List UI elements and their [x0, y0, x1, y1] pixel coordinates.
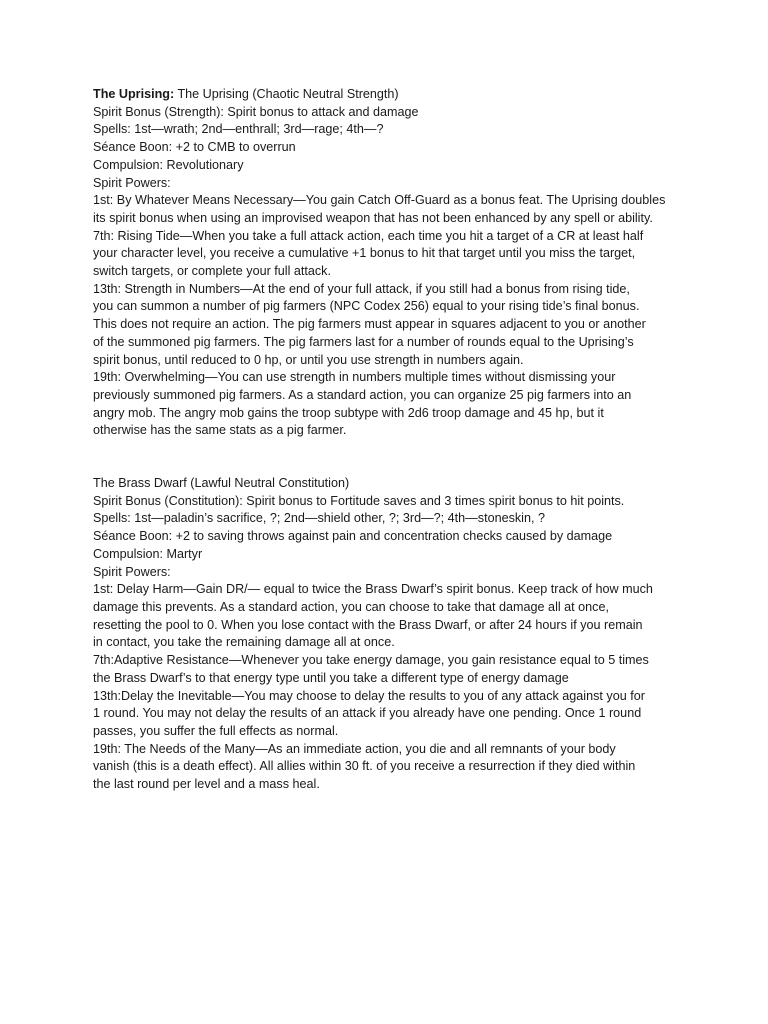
text-line: its spirit bonus when using an improvised weapon that has not been enhanced by any spell or ability.: [93, 210, 653, 225]
text-line: in contact, you take the remaining damage all at once.: [93, 635, 395, 650]
brass-dwarf-spells: Spells: 1st—paladin’s sacrifice, ?; 2nd—shield other, ?; 3rd—?; 4th—stoneskin, ?: [93, 511, 545, 526]
text-line: 19th: The Needs of the Many—As an immediate action, you die and all remnants of your body: [93, 741, 616, 756]
text-line: previously summoned pig farmers. As a standard action, you can organize 25 pig farmers into an: [93, 387, 632, 402]
brass-dwarf-compulsion: Compulsion: Martyr: [93, 546, 203, 561]
uprising-power-19th: [93, 369, 678, 440]
text-line: your character level, you receive a cumulative +1 bonus to hit that target until you miss the target,: [93, 246, 636, 261]
text-line: 1st: By Whatever Means Necessary—You gain Catch Off-Guard as a bonus feat. The Uprising doubles: [93, 193, 666, 208]
uprising-seance-boon: Séance Boon: +2 to CMB to overrun: [93, 140, 296, 155]
section-uprising: [93, 86, 678, 440]
text-line: otherwise has the same stats as a pig farmer.: [93, 423, 347, 438]
uprising-power-1st: [93, 192, 678, 227]
text-line: 13th: Strength in Numbers—At the end of your full attack, if you still had a bonus from rising tide,: [93, 281, 630, 296]
text-line: angry mob. The angry mob gains the troop subtype with 2d6 troop damage and 45 hp, but it: [93, 405, 604, 420]
document-body: [93, 86, 678, 794]
brass-dwarf-seance-boon: Séance Boon: +2 to saving throws against pain and concentration checks caused by damage: [93, 529, 613, 544]
text-line: 13th:Delay the Inevitable—You may choose to delay the results to you of any attack against you for: [93, 688, 645, 703]
text-line: you can summon a number of pig farmers (NPC Codex 256) equal to your rising tide’s final bonus.: [93, 299, 640, 314]
brass-dwarf-power-19th: [93, 741, 678, 794]
text-line: the last round per level and a mass heal.: [93, 777, 320, 792]
text-line: the Brass Dwarf’s to that energy type until you take a different type of energy damage: [93, 670, 569, 685]
uprising-spirit-bonus: Spirit Bonus (Strength): Spirit bonus to attack and damage: [93, 104, 419, 119]
uprising-compulsion: Compulsion: Revolutionary: [93, 157, 244, 172]
uprising-title-rest: The Uprising (Chaotic Neutral Strength): [174, 87, 399, 101]
text-line: This does not require an action. The pig farmers must appear in squares adjacent to you or another: [93, 317, 646, 332]
text-line: 1st: Delay Harm—Gain DR/— equal to twice the Brass Dwarf’s spirit bonus. Keep track of how much: [93, 582, 653, 597]
uprising-powers-heading: Spirit Powers:: [93, 175, 171, 190]
brass-dwarf-power-13th: [93, 688, 678, 741]
brass-dwarf-power-1st: [93, 581, 678, 652]
uprising-power-13th: [93, 281, 678, 370]
text-line: of the summoned pig farmers. The pig farmers last for a number of rounds equal to the Uprising’s: [93, 334, 634, 349]
uprising-power-7th: [93, 228, 678, 281]
brass-dwarf-title: The Brass Dwarf (Lawful Neutral Constitution): [93, 476, 350, 491]
text-line: resetting the pool to 0. When you lose contact with the Brass Dwarf, or after 24 hours if you remain: [93, 617, 643, 632]
text-line: 7th: Rising Tide—When you take a full attack action, each time you hit a target of a CR at least half: [93, 228, 644, 243]
text-line: 19th: Overwhelming—You can use strength in numbers multiple times without dismissing your: [93, 370, 616, 385]
text-line: spirit bonus, until reduced to 0 hp, or until you use strength in numbers again.: [93, 352, 524, 367]
brass-dwarf-power-7th: [93, 652, 678, 687]
uprising-title-bold: The Uprising:: [93, 87, 175, 101]
text-line: passes, you suffer the full effects as normal.: [93, 723, 339, 738]
brass-dwarf-spirit-bonus: Spirit Bonus (Constitution): Spirit bonus to Fortitude saves and 3 times spirit bonus to hit points.: [93, 493, 625, 508]
text-line: 1 round. You may not delay the results of an attack if you already have one pending. Once 1 round: [93, 706, 642, 721]
text-line: vanish (this is a death effect). All allies within 30 ft. of you receive a resurrection if they died within: [93, 759, 636, 774]
text-line: 7th:Adaptive Resistance—Whenever you take energy damage, you gain resistance equal to 5 times: [93, 653, 649, 668]
section-brass-dwarf: [93, 475, 678, 794]
uprising-spells: Spells: 1st—wrath; 2nd—enthrall; 3rd—rage; 4th—?: [93, 122, 384, 137]
uprising-title: [93, 86, 678, 104]
brass-dwarf-powers-heading: Spirit Powers:: [93, 564, 171, 579]
text-line: switch targets, or complete your full attack.: [93, 264, 331, 279]
text-line: damage this prevents. As a standard action, you can choose to take that damage all at once,: [93, 599, 609, 614]
